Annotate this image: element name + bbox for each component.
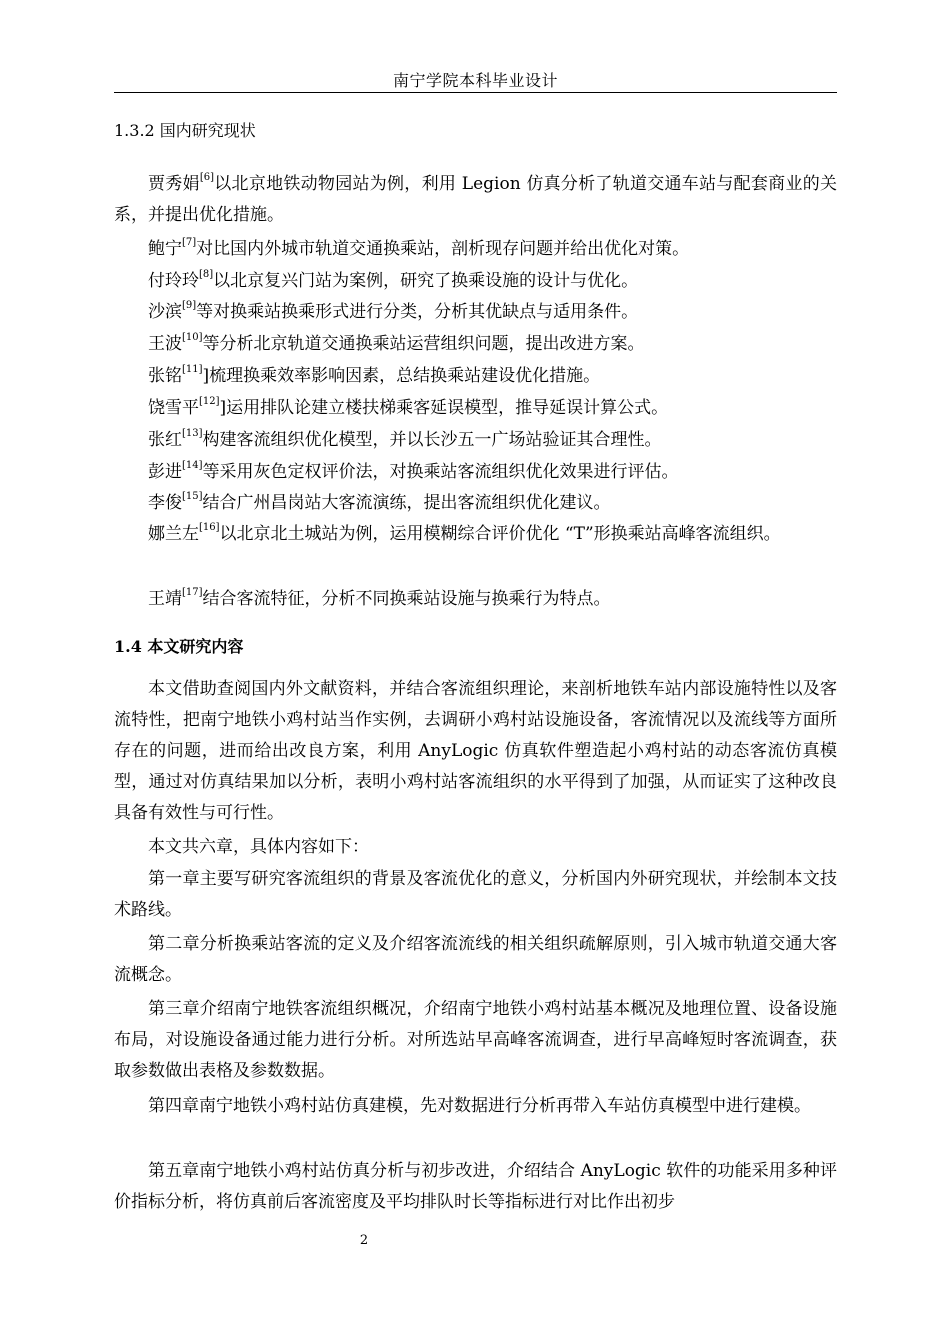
entry-text: ]梳理换乘效率影响因素，总结换乘站建设优化措施。 xyxy=(202,366,601,386)
body-paragraph: 第二章分析换乘站客流的定义及介绍客流流线的相关组织疏解原则，引入城市轨道交通大客流概念。 xyxy=(114,934,837,985)
running-header: 南宁学院本科毕业设计 xyxy=(392,71,558,90)
body-paragraph: 第四章南宁地铁小鸡村站仿真建模，先对数据进行分析再带入车站仿真模型中进行建模。 xyxy=(148,1096,811,1116)
research-entry xyxy=(148,394,837,422)
citation-ref: [17] xyxy=(182,587,203,599)
entry-text: 结合广州昌岗站大客流演练，提出客流组织优化建议。 xyxy=(202,493,611,513)
entry-text: 以北京地铁动物园站为例，利用 Legion 仿真分析了轨道交通车站与配套商业的关系，并提出优化措施。 xyxy=(114,174,837,225)
entry-text: 以北京北土城站为例，运用模糊综合评价优化 “T”形换乘站高峰客流组织。 xyxy=(219,524,781,544)
entry-author: 李俊 xyxy=(148,493,182,513)
entry-author: 张铭 xyxy=(148,366,182,386)
research-entry xyxy=(148,585,837,613)
body-paragraph: 第五章南宁地铁小鸡村站仿真分析与初步改进，介绍结合 AnyLogic 软件的功能采用多种评价指标分析，将仿真前后客流密度及平均排队时长等指标进行对比作出初步 xyxy=(114,1161,837,1212)
entry-text: 对比国内外城市轨道交通换乘站，剖析现存问题并给出优化对策。 xyxy=(196,239,690,259)
citation-ref: [8] xyxy=(199,269,214,281)
page-number: 2 xyxy=(359,1233,369,1248)
entry-text: 构建客流组织优化模型，并以长沙五一广场站验证其合理性。 xyxy=(202,430,662,450)
citation-ref: [10] xyxy=(182,332,203,344)
entry-author: 王靖 xyxy=(148,589,182,609)
body-paragraph: 第一章主要写研究客流组织的背景及客流优化的意义，分析国内外研究现状，并绘制本文技术路线。 xyxy=(114,869,837,920)
citation-ref: [16] xyxy=(199,522,220,534)
section-heading-1-4: 1.4 本文研究内容 xyxy=(114,637,244,656)
citation-ref: [14] xyxy=(182,460,203,472)
entry-text: 结合客流特征，分析不同换乘站设施与换乘行为特点。 xyxy=(202,589,611,609)
research-entry xyxy=(148,298,837,326)
subsection-heading-1-3-2: 1.3.2 国内研究现状 xyxy=(114,121,256,140)
research-entry xyxy=(114,519,837,550)
entry-author: 彭进 xyxy=(148,462,182,482)
entry-author: 沙滨 xyxy=(148,302,182,322)
citation-ref: [6] xyxy=(199,172,214,184)
entry-text: 等对换乘站换乘形式进行分类，分析其优缺点与适用条件。 xyxy=(196,302,639,322)
body-paragraph: 第三章介绍南宁地铁客流组织概况，介绍南宁地铁小鸡村站基本概况及地理位置、设备设施布局，对设施设备通过能力进行分析。对所选站早高峰客流调查，进行早高峰短时客流调查，获取参数做出表格及参数数据。 xyxy=(114,999,837,1081)
header-rule xyxy=(114,92,837,93)
citation-ref: [13] xyxy=(182,428,203,440)
entry-author: 付玲玲 xyxy=(148,271,199,291)
entry-author: 鲍宁 xyxy=(148,239,182,259)
entry-author: 张红 xyxy=(148,430,182,450)
citation-ref: [7] xyxy=(182,237,197,249)
entry-text: 等分析北京轨道交通换乘站运营组织问题，提出改进方案。 xyxy=(202,334,645,354)
research-entry xyxy=(148,267,837,295)
entry-author: 贾秀娟 xyxy=(148,174,200,194)
research-entry xyxy=(148,362,837,390)
entry-text: 以北京复兴门站为案例，研究了换乘设施的设计与优化。 xyxy=(213,271,639,291)
research-entry xyxy=(148,458,837,486)
research-entry xyxy=(148,426,837,454)
research-entry xyxy=(148,330,837,358)
entry-text: ]运用排队论建立楼扶梯乘客延误模型，推导延误计算公式。 xyxy=(219,398,669,418)
entry-author: 饶雪平 xyxy=(148,398,199,418)
entry-author: 娜兰左 xyxy=(148,524,199,544)
research-entry xyxy=(148,235,837,263)
body-paragraph: 本文借助查阅国内外文献资料，并结合客流组织理论，来剖析地铁车站内部设施特性以及客流特性，把南宁地铁小鸡村站当作实例，去调研小鸡村站设施设备，客流情况以及流线等方面所存在的问题，进而给出改良方案，利用 AnyLogic 仿真软件塑造起小鸡村站的动态客流仿真模型，通过对仿真结果加以分析，表明小鸡村站客流组织的水平得到了加强，从而证实了这种改良具备有效性与可行性。 xyxy=(114,679,837,823)
citation-ref: [9] xyxy=(182,300,197,312)
body-paragraph: 本文共六章，具体内容如下： xyxy=(148,837,369,857)
citation-ref: [15] xyxy=(182,491,203,503)
entry-text: 等采用灰色定权评价法，对换乘站客流组织优化效果进行评估。 xyxy=(202,462,679,482)
research-entry xyxy=(148,489,837,517)
research-entry xyxy=(114,169,837,231)
entry-author: 王波 xyxy=(148,334,182,354)
citation-ref: [12] xyxy=(199,396,220,408)
citation-ref: [11] xyxy=(182,364,203,376)
